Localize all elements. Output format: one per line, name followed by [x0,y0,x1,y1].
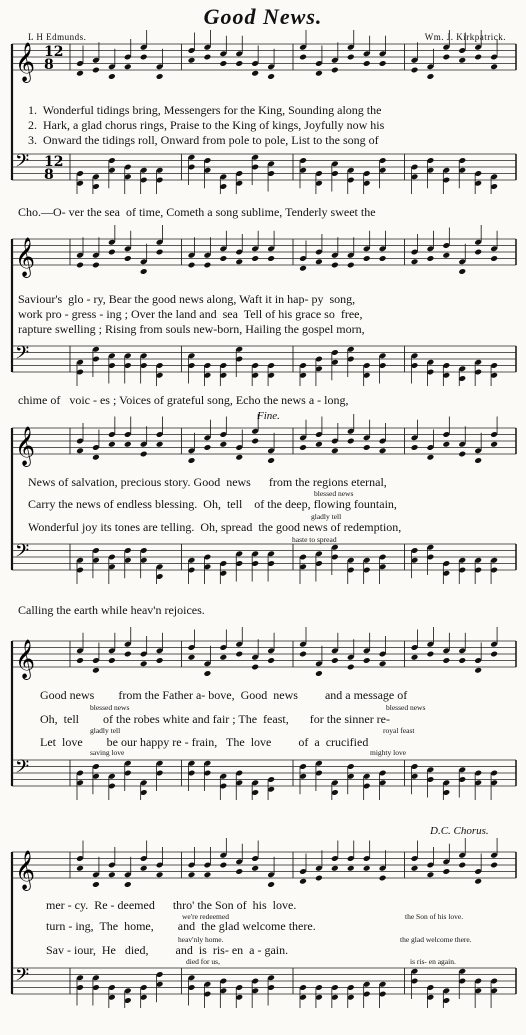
note-head [235,651,243,658]
note-head [347,54,355,61]
note-head [442,252,450,259]
echo-label: the glad welcome there. [400,935,472,944]
echo-label: the Son of his love. [405,912,464,921]
composer-credit: L H Edmunds. [28,32,87,42]
note-head [426,651,434,658]
treble-clef-icon: 𝄞 [15,42,36,82]
note-head [108,249,116,256]
note-head [76,657,84,664]
lyric-verse-3: Let love be our happy re - frain, The love of a crucified [40,735,369,749]
note-head [188,654,196,661]
note-head [442,441,450,448]
note-head [490,651,498,658]
note-head [442,868,450,875]
lyric-verse-3: Sav - iour, He died, and is ris- en a - gain. [46,943,289,957]
treble-clef-icon: 𝄞 [15,426,36,466]
note-head [108,73,116,80]
note-head [347,865,355,872]
note-head [251,255,259,262]
note-head [458,268,466,275]
note-head [203,262,211,269]
treble-staff [12,30,516,83]
lyric-verse-1: mer - cy. Re - deemed thro' the Son of his love. [46,898,297,912]
bass-staff [12,151,516,194]
note-head [156,249,164,256]
note-head [251,70,259,77]
note-head [251,865,259,872]
note-head [140,54,148,61]
note-head [331,262,339,269]
note-head [76,262,84,269]
note-head [140,268,148,275]
note-head [363,255,371,262]
lyricist-credit: Wm. J. Kirkpatrick. [424,32,506,42]
time-signature: 8 [44,57,54,73]
time-signature: 8 [44,167,54,183]
bass-clef-icon: 𝄢 [15,757,30,782]
note-head [235,60,243,67]
note-head [474,667,482,674]
note-head [442,657,450,664]
note-head [474,54,482,61]
note-head [92,454,100,461]
echo-label: blessed news [90,703,130,712]
lyric-chorus-line: chime of voic - es ; Voices of grateful song, Echo the news a - long, [18,393,349,407]
echo-label: royal feast [383,726,415,735]
fine-marker: Fine. [257,410,280,422]
note-head [331,67,339,74]
note-head [331,865,339,872]
note-head [267,255,275,262]
note-head [188,262,196,269]
note-head [188,871,196,878]
note-head [267,881,275,888]
lyric-chorus-line: Calling the earth while heav'n rejoices. [18,603,205,617]
treble-staff [12,627,516,680]
note-head [124,441,132,448]
note-head [76,865,84,872]
bass-clef-icon: 𝄢 [15,541,30,566]
treble-staff [12,225,516,278]
note-head [363,865,371,872]
dc-chorus-marker: D.C. Chorus. [430,825,489,837]
note-head [108,657,116,664]
note-head [219,654,227,661]
note-head [203,670,211,677]
note-head [458,862,466,869]
note-head [331,447,339,454]
time-signature: 12 [44,44,64,60]
note-head [363,657,371,664]
lyric-verse-1: Good news from the Father a- bove, Good news and a message of [40,688,408,702]
note-head [188,57,196,64]
note-head [490,862,498,869]
echo-label: saving love [90,748,125,757]
note-head [140,451,148,458]
note-head [76,447,84,454]
lyric-verse-3: 3. Onward the tidings roll, Onward from pole to pole, List to the song of [28,133,379,147]
echo-label: haste to spread [292,535,337,544]
note-head [363,60,371,67]
note-head [219,441,227,448]
note-head [411,258,419,265]
bass-staff [12,541,516,584]
note-head [124,63,132,70]
echo-label: gladly tell [311,512,342,521]
note-head [235,454,243,461]
treble-clef-icon: 𝄞 [15,237,36,277]
echo-label: heav'nly home. [178,935,224,944]
note-head [235,868,243,875]
note-head [379,875,387,882]
note-head [458,57,466,64]
time-signature: 12 [44,154,64,170]
note-head [92,881,100,888]
note-head [235,258,243,265]
note-head [251,664,259,671]
lyric-verse-2: turn - ing, The home, and the glad welcome there. [46,919,316,933]
note-head [347,438,355,445]
note-head [203,871,211,878]
hymn-title: Good News. [203,4,323,29]
note-head [347,664,355,671]
note-head [188,457,196,464]
note-head [124,651,132,658]
note-head [203,444,211,451]
bass-clef-icon: 𝄢 [15,151,30,176]
note-head [219,862,227,869]
echo-label: gladly tell [90,726,121,735]
treble-clef-icon: 𝄞 [15,850,36,890]
note-head [299,265,307,272]
lyric-chorus-line: Cho.—O- ver the sea of time, Cometh a song sublime, Tenderly sweet the [18,205,376,219]
note-head [474,878,482,885]
treble-staff [12,414,516,467]
note-head [379,660,387,667]
note-head [299,444,307,451]
note-head [92,667,100,674]
note-head [474,249,482,256]
note-head [156,441,164,448]
note-head [458,657,466,664]
note-head [108,441,116,448]
note-head [490,255,498,262]
note-head [490,441,498,448]
treble-clef-icon: 𝄞 [15,639,36,679]
note-head [331,657,339,664]
note-head [315,70,323,77]
lyric-verse-1: Saviour's glo - ry, Bear the good news along, Waft it in hap- py song, [18,292,356,306]
note-head [76,70,84,77]
note-head [156,871,164,878]
echo-label: blessed news [386,703,426,712]
note-head [156,657,164,664]
note-head [140,865,148,872]
note-head [203,54,211,61]
note-head [490,63,498,70]
note-head [426,73,434,80]
note-head [379,447,387,454]
note-head [411,444,419,451]
note-head [379,255,387,262]
bass-staff [12,343,516,386]
note-head [299,651,307,658]
bass-clef-icon: 𝄢 [15,965,30,990]
note-head [92,67,100,74]
echo-label: is ris- en again. [410,957,456,966]
note-head [108,871,116,878]
note-head [426,454,434,461]
note-head [411,67,419,74]
note-head [267,657,275,664]
note-head [458,451,466,458]
echo-label: we're redeemed [182,912,229,921]
note-head [267,457,275,464]
note-head [299,878,307,885]
echo-label: blessed news [314,489,354,498]
note-head [442,54,450,61]
note-head [315,670,323,677]
lyric-verse-2: Carry the news of endless blessing. Oh, tell of the deep, flowing fountain, [28,497,397,511]
note-head [156,73,164,80]
note-head [267,73,275,80]
lyric-verse-2: 2. Hark, a glad chorus rings, Praise to the King of kings, Joyfully now his [28,118,385,132]
note-head [140,660,148,667]
note-head [251,438,259,445]
bass-staff [12,965,516,1008]
echo-label: mighty love [370,748,407,757]
note-head [315,875,323,882]
note-head [426,871,434,878]
note-head [219,255,227,262]
note-head [347,262,355,269]
lyric-verse-1: News of salvation, precious story. Good news from the regions eternal, [28,475,387,489]
lyric-verse-2: Oh, tell of the robes white and fair ; The feast, for the sinner re- [40,712,391,726]
note-head [363,444,371,451]
note-head [299,54,307,61]
note-head [411,654,419,661]
note-head [219,60,227,67]
note-head [124,881,132,888]
bass-clef-icon: 𝄢 [15,343,30,368]
lyric-verse-3: Wonderful joy its tones are telling. Oh, spread the good news of redemption, [28,520,402,534]
note-head [426,255,434,262]
note-head [411,865,419,872]
note-head [315,441,323,448]
note-head [315,258,323,265]
lyric-verse-1: 1. Wonderful tidings bring, Messengers for the King, Sounding along the [28,103,382,117]
lyric-verse-3: rapture swelling ; Rising from souls new-born, Hailing the gospel morn, [18,322,365,336]
note-head [379,60,387,67]
note-head [474,457,482,464]
echo-label: died for us, [186,957,220,966]
lyric-verse-2: work pro - gress - ing ; Over the land and sea Tell of his grace so free, [18,307,363,321]
note-head [92,262,100,269]
note-head [124,255,132,262]
treble-staff [12,838,516,891]
bass-staff [12,757,516,800]
